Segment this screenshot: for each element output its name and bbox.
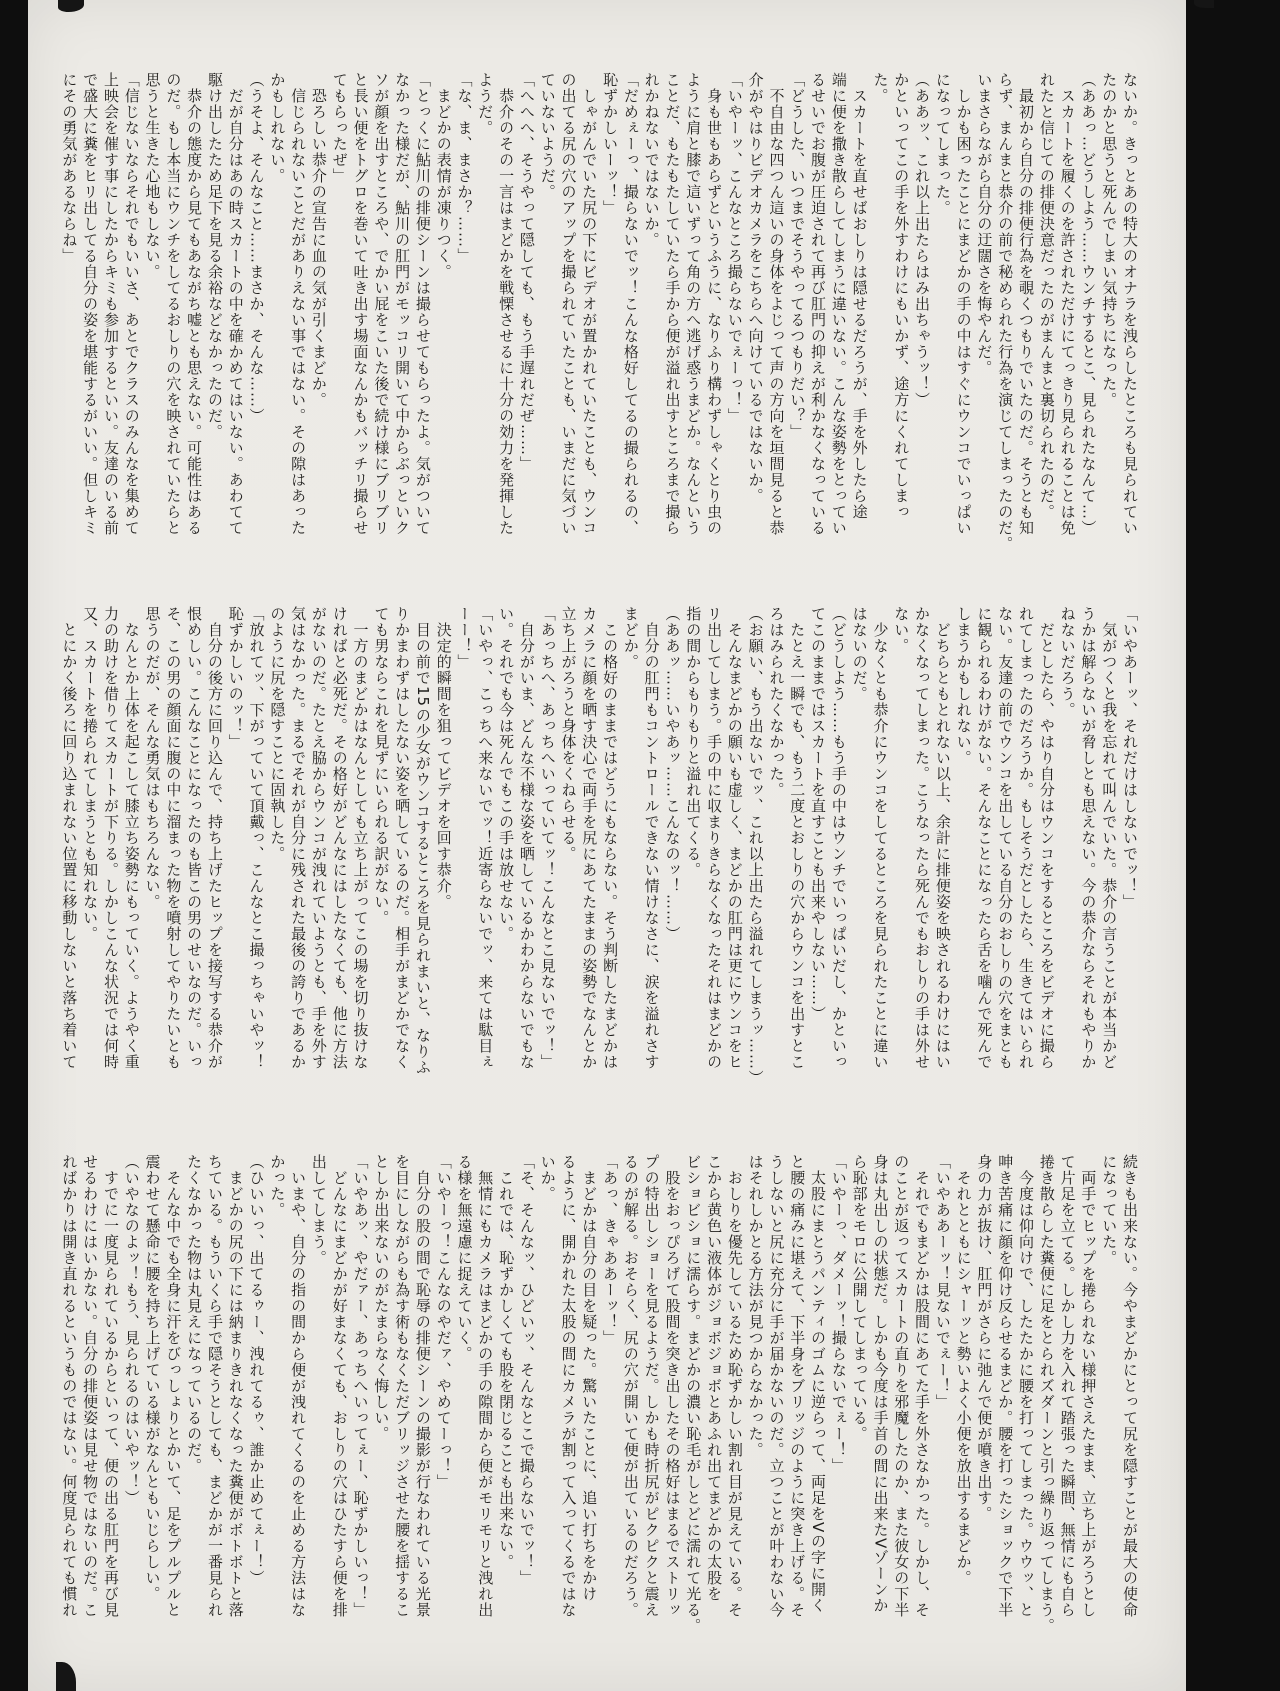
text-column: に観られるわけがない。そんなことになったら舌を噛んで死んで — [975, 606, 994, 1070]
text-column: 恐ろしい恭介の宣告に血の気が引くまどか。 — [309, 72, 328, 408]
text-column: ねないだろう。 — [1058, 606, 1077, 718]
text-column: この格好のままではどうにもならない。そう判断したまどかは — [601, 606, 620, 1070]
text-column: ても男ならこれを見ずにいられる訳がない。 — [372, 606, 391, 926]
text-column: たくなかった物は丸見えになっているのだ。 — [185, 1154, 204, 1474]
text-column: 身は丸出しの状態だ。しかも今度は手首の間に出来たVゾーンか — [871, 1154, 890, 1614]
text-column: 「あっちへ、あっちへいっていてッ！こんなとこ見ないでッ！」 — [538, 606, 557, 1070]
text-column: ら恥部をモロに公開してしまっている。 — [850, 1154, 869, 1442]
text-column: れかねないではないか。 — [642, 72, 661, 248]
text-column: いまさらながら自分の迂闊さを悔やんだ。 — [975, 72, 994, 376]
text-column: とにかく後ろに回り込まれない位置に移動しないと落ち着いて — [60, 606, 79, 1070]
text-column: 「いやっ、こっちへ来ないでッ！近寄らないでッ、来ては駄目ぇ — [476, 606, 495, 1070]
text-block-1 — [59, 72, 1140, 556]
text-column: ことだ、もたもたしていたら手から便が溢れ出すところまで撮ら — [663, 72, 682, 536]
text-column: て片足を立てる。しかし力を入れて踏張った瞬間、無情にも自ら — [1058, 1154, 1077, 1618]
text-column: 思うと生きた心地もしない。 — [143, 72, 162, 280]
text-column: らず、まんまと恭介の前で秘められた行為を演じてしまったのだ。 — [996, 72, 1015, 552]
text-column: で盛大に糞をヒリ出してる自分の姿を堪能するがいい。但しキミ — [81, 72, 100, 536]
text-block-2 — [59, 606, 1140, 1090]
text-column: そんなまどかの願いも虚しく、まどかの肛門は更にウンコをヒ — [725, 606, 744, 1070]
text-column: かなくなってしまった。こうなったら死んでもおしりの手は外せ — [913, 606, 932, 1070]
text-column: てこのままではスカートを直すことも出来やしない……） — [809, 606, 828, 1022]
text-column: 自分の後方に回り込んで、持ち上げたヒップを接写する恭介が — [205, 606, 224, 1070]
text-column: 自分がいま、どんな不様な姿を晒しているかわからないでもな — [517, 606, 536, 1070]
text-column: うかは解らないが脅しとも思えない。今の恭介ならそれもやりか — [1079, 606, 1098, 1070]
text-column: スカートを直せばおしりは隠せるだろうが、手を外したら途 — [850, 72, 869, 520]
text-column: ソが顔を出すところや、でかい屁をこいた後で続け様にブリブリ — [372, 72, 391, 536]
text-column: になってしまった。 — [933, 72, 952, 216]
text-column: 「いやあーッ、それだけはしないでッ！」 — [1121, 606, 1139, 910]
text-column: はそれしかとる方法が見つからなかった。 — [746, 1154, 765, 1458]
text-column: これでは、恥ずかしくても股を閉じることも出来ない。 — [497, 1154, 516, 1570]
text-column: たのかと思うと死んでしまい気持ちになった。 — [1100, 72, 1119, 408]
text-column: そんな中でも全身に汗をびっしょりとかいて、足をプルプルと — [164, 1154, 183, 1618]
text-column: かもしれない。 — [268, 72, 287, 184]
text-column: の出てる尻の穴のアップを撮られていたことも、いまだに気づい — [559, 72, 578, 536]
text-column: いか。 — [538, 1154, 557, 1202]
text-column: プの特出しショーを見るようだ。しかも時折尻がピクピクと震え — [642, 1154, 661, 1618]
text-column: 両手でヒップを捲られない様押さえたまま、立ち上がろうとし — [1079, 1154, 1098, 1618]
scan-edge-right — [1186, 0, 1280, 1691]
text-column: 力の助けを借りてスカートが下りる。しかしこんな状況では何時 — [101, 606, 120, 1070]
text-column: 信じられないことだがありえない事ではない。その隙はあった — [289, 72, 308, 536]
text-column: 最初から自分の排便行為を覗くつもりでいたのだ。そうとも知 — [1017, 72, 1036, 536]
text-column: はないのだ。 — [850, 606, 869, 702]
text-column: しゃがんでいた尻の下にビデオが置かれていたことも、ウンコ — [580, 72, 599, 536]
text-column: るように、開かれた太股の間にカメラが割って入ってくるではな — [559, 1154, 578, 1618]
text-column: （いやなのよッ！もう、見られるのはいやッ！） — [122, 1154, 141, 1506]
text-column: （ああッ……いやあッ……こんなのッ！……） — [663, 606, 682, 942]
text-column: なんとか上体を起こして膝立ち姿勢にもっていく。ようやく重 — [122, 606, 141, 1070]
text-column: どちらともとれない以上、余計に排便姿を映されるわけにはい — [933, 606, 952, 1070]
text-column: まどか。 — [621, 606, 640, 670]
text-column: 自分の肛門もコントロールできない情けなさに、涙を溢れさす — [642, 606, 661, 1070]
scan-edge-left — [0, 0, 28, 1691]
text-column: る様を無遠慮に捉えていく。 — [455, 1154, 474, 1362]
text-column: （うそよ、そんなこと……まさか、そんな……） — [247, 72, 266, 424]
text-column: 「へへへ、そうやって隠しても、もう手遅れだぜ……」 — [517, 72, 536, 472]
text-column: と長い便をトグロを巻いて吐き出す場面なんかもバッチリ撮らせ — [351, 72, 370, 536]
text-column: るのが解る。おそらく、尻の穴が開いて便が出ているのだろう。 — [621, 1154, 640, 1618]
text-column: 目の前で15の少女がウンコするところを見られまいと、なりふ — [413, 606, 432, 1076]
text-column: ろはみられたくなかった。 — [767, 606, 786, 798]
text-column: 又、スカートを捲られてしまうとも知れない。 — [81, 606, 100, 942]
scan-artifact-top-left — [58, 0, 84, 12]
text-column: おしりを優先しているため恥ずかしい割れ目が見えている。そ — [725, 1154, 744, 1618]
text-column: 「いやあッ、やだァー、あっちへいってぇー、恥ずかしいっ！」 — [351, 1154, 370, 1618]
text-column: 出してしまう。 — [309, 1154, 328, 1266]
text-column: ちている。もういくら手で隠そうとしても、まどかが一番見られ — [205, 1154, 224, 1618]
text-column: リ出してしまう。手の中に収まりきらなくなったそれはまどかの — [705, 606, 724, 1070]
text-column: を目にしながらも為す術もなくただブリッジさせた腰を揺するこ — [393, 1154, 412, 1618]
text-column: しかも困ったことにまどかの手の中はすぐにウンコでいっぱい — [954, 72, 973, 536]
text-column: 決定的瞬間を狙ってビデオを回す恭介。 — [434, 606, 453, 910]
text-column: ければと必死だ。その格好がどんなにはしたなくても、他に方法 — [330, 606, 349, 1070]
text-column: 震わせて懸命に腰を持ち上げている様がなんともいじらしい。 — [143, 1154, 162, 1602]
text-column: 少なくとも恭介にウンコをしてるところを見られたことに違い — [871, 606, 890, 1070]
text-column: ように肩と膝で這いずって角の方へ逃げ惑うまどか。なんという — [684, 72, 703, 536]
text-column: スカートを履くのを許されただけにてっきり見られることは免 — [1058, 72, 1077, 536]
text-column: なかった様だが、鮎川の肛門がモッコリ開いて中からぶっといク — [393, 72, 412, 536]
text-column: のように尻を隠すことに固執した。 — [268, 606, 287, 862]
text-column: まどかは自分の目を疑った。驚いたことに、追い打ちをかけ — [580, 1154, 599, 1602]
text-column: そ、この男の顔面に腹の中に溜まった物を噴射してやりたいとも — [164, 606, 183, 1070]
text-column: 「いやーッ、こんなところ撮らないでぇーっ！」 — [725, 72, 744, 424]
text-column: 股をおっぴろげて股間を突き出したその格好はまるでストリッ — [663, 1154, 682, 1618]
text-column: 恥ずかしいーッ！」 — [601, 72, 620, 216]
text-column: ないか。きっとあの特大のオナラを洩らしたところも見られてい — [1121, 72, 1139, 536]
text-column: れてしまったのだろうか。もしそうだとしたら、生きてはいられ — [1017, 606, 1036, 1070]
text-column: がないのだ。たとえ脇からウンコが洩れていようとも、手を外す — [309, 606, 328, 1070]
text-column: 気はなかった。まるでそれが自分に残された最後の誇りであるか — [289, 606, 308, 1070]
text-column: 呻き苦痛に顔を仰け反らせるまどか。腰を打ったショックで下半 — [996, 1154, 1015, 1618]
text-column: いまや、自分の指の間から便が洩れてくるのを止める方法はな — [289, 1154, 308, 1618]
text-column: りかまわずはしたない姿を晒しているのだ。相手がまどかでなく — [393, 606, 412, 1070]
text-column: （ああっ…どうしよう……ウンチするとこ、見られたなんて…） — [1079, 72, 1098, 536]
scan-artifact-bottom-left — [56, 1662, 76, 1691]
text-column: れたと信じての排便決意だったのがまんまと裏切られたのだ。 — [1037, 72, 1056, 520]
text-column: 「いやーっ！こんなのやだァ、やめてーっ！」 — [434, 1154, 453, 1490]
text-column: 「だめぇーっ、撮らないでッ！こんな格好してるの撮られるの、 — [621, 72, 640, 536]
text-column: 端に便を撒き散らしてしまうに違いない。こんな姿勢をとってい — [829, 72, 848, 536]
text-column: 「いやーっ、ダメーッ！撮らないでぇー！」 — [829, 1154, 848, 1474]
text-column: 介がやはりビデオカメラをこちらへ向けているではないか。 — [746, 72, 765, 504]
text-column: てもらったぜ」 — [330, 72, 349, 184]
text-column: 一方のまどかはなんとしても立ち上がってこの場を切り抜けな — [351, 606, 370, 1070]
text-column: にその勇気があるならね」 — [60, 72, 79, 264]
text-column: 続きも出来ない。今やまどかにとって尻を隠すことが最大の使命 — [1121, 1154, 1139, 1618]
text-column: 「どうした、いつまでそうやってるつもりだい？」 — [788, 72, 807, 440]
text-column: （ひいいっ、出てるゥー、洩れてるゥ、誰か止めてぇー！） — [247, 1154, 266, 1586]
text-column: 上映会を催す事にしたからキミも参加するといい。友達のいる前 — [101, 72, 120, 536]
text-column: 「そ、そんなッ、ひどいッ、そんなとこで撮らないでッ！」 — [517, 1154, 536, 1586]
text-column: 自分の股の間で恥辱の排便シーンの撮影が行なわれている光景 — [413, 1154, 432, 1618]
text-column: しまうかもしれない。 — [954, 606, 973, 766]
text-column: うしないと尻に充分に手が届かないのだ。立つことが叶わない今 — [767, 1154, 786, 1618]
text-column: カメラに顔を晒す決心で両手を尻にあてたままの姿勢でなんとか — [580, 606, 599, 1070]
text-column: ビショビショに濡らす。まどかの濃い恥毛がしとどに濡れて光る。 — [684, 1154, 703, 1634]
text-column: た。 — [871, 72, 890, 104]
text-column: ようだ。 — [476, 72, 495, 136]
text-column: だとしたら、やはり自分はウンコをするところをビデオに撮ら — [1037, 606, 1056, 1070]
text-column: 「放れてッ、下がっていて頂戴っ、こんなとこ撮っちゃいやッ！ — [247, 606, 266, 1070]
text-column: すでに一度見られているからといって、便の出る肛門を再び見 — [101, 1154, 120, 1618]
text-column: になっていた。 — [1100, 1154, 1119, 1266]
text-column: 「あっ、きゃああーッ！」 — [601, 1154, 620, 1346]
text-column: 「信じないならそれでもいいさ、あとでクラスのみんなを集めて — [122, 72, 141, 536]
text-column: 身も世もあらずというふうに、なりふり構わずしゃくとり虫の — [705, 72, 724, 536]
text-column: どんなにまどかが好まなくても、おしりの穴はひたすら便を排 — [330, 1154, 349, 1618]
text-column: 指の間からもりもりと溢れ出てくる。 — [684, 606, 703, 878]
text-column: だが自分はあの時スカートの中を確かめてはいない。あわてて — [226, 72, 245, 536]
text-column: としか出来ないのがたまらなく悔しい。 — [372, 1154, 391, 1442]
text-column: のことが返ってスカートの直りを邪魔したのか、また彼女の下半 — [892, 1154, 911, 1618]
text-column: 捲き散らした糞便に足をとられズダーンと引っ繰り返ってしまう。 — [1037, 1154, 1056, 1634]
text-column: 無情にもカメラはまどかの手の隙間から便がモリモリと洩れ出 — [476, 1154, 495, 1618]
text-column: るせいでお腹が圧迫されて再び肛門の抑えが利かなくなっている — [809, 72, 828, 536]
text-column: せるわけにはいかない。自分の排便姿は見せ物ではないのだ。こ — [81, 1154, 100, 1618]
text-column: ない。友達の前でウンコを出している自分のおしりの穴をまとも — [996, 606, 1015, 1070]
text-column: 「いやああーッ！見ないでぇー！」 — [933, 1154, 952, 1410]
text-column: まどかの尻の下には納まりきれなくなった糞便がボトボトと落 — [226, 1154, 245, 1618]
text-column: 立ち上がろうと身体をくねらせる。 — [559, 606, 578, 862]
text-column: 恭介のその一言はまどかを戦慄させるに十分の効力を発揮した — [497, 72, 516, 536]
text-column: （どうしよう……もう手の中はウンチでいっぱいだし、かといっ — [829, 606, 848, 1070]
text-column: 思うのだが、そんな勇気はもちろんない。 — [143, 606, 162, 910]
text-column: のだ。もし本当にウンチをしてるおしりの穴を映されていたらと — [164, 72, 183, 536]
text-column: 恥ずかしいのッ！」 — [226, 606, 245, 750]
text-column: かった。 — [268, 1154, 287, 1218]
text-column: い。それでも今は死んでもこの手は放せない。 — [497, 606, 516, 942]
text-column: 不自由な四つん這いの身体をよじって声の方向を垣間見ると恭 — [767, 72, 786, 536]
text-column: と腰の痛みに堪えて、下半身をブリッジのように突き上げる。そ — [788, 1154, 807, 1618]
text-column: （ああッ、これ以上出たらはみ出ちゃうッ！） — [913, 72, 932, 408]
text-column: 「とっくに鮎川の排便シーンは撮らせてもらったよ。気がついて — [413, 72, 432, 536]
text-column: 恨めしい。こんなことになったのも皆この男のせいなのだ。いっ — [185, 606, 204, 1070]
text-column: （お願い、もう出ないでッ、これ以上出たら溢れてしまうッ……） — [746, 606, 765, 1086]
text-column: それとともにシャーッと勢いよく小便を放出するまどか。 — [954, 1154, 973, 1586]
text-column: それでもまどかは股間にあてた手を外さなかった。しかし、そ — [913, 1154, 932, 1618]
text-column: ーー！」 — [455, 606, 474, 670]
text-column: 恭介の態度から見てもあながち嘘とも思えない。可能性はある — [185, 72, 204, 536]
text-column: まどかの表情が凍りつく。 — [434, 72, 453, 280]
text-column: 「な、ま、まさか？……」 — [455, 72, 474, 264]
text-column: 今度は仰向けで、したたかに腰を打ってしまった。ウウッ、と — [1017, 1154, 1036, 1618]
text-column: こから黄色い液体がジョボジョボとあふれ出てまどかの太股を — [705, 1154, 724, 1602]
text-column: 気がつくと我を忘れて叫んでいた。恭介の言うことが本当かど — [1100, 606, 1119, 1070]
text-column: かといってこの手を外すわけにもいかず、途方にくれてしまっ — [892, 72, 911, 520]
text-column: 駆け出したため足下を見る余裕などなかったのだ。 — [205, 72, 224, 440]
text-column: 身の力が抜け、肛門がさらに弛んで便が噴き出す。 — [975, 1154, 994, 1522]
text-block-3 — [59, 1154, 1140, 1638]
text-column: 太股にまとうパンティのゴムに逆らって、両足をVの字に開く — [809, 1154, 828, 1614]
text-column: ない。 — [892, 606, 911, 654]
text-column: たとえ一瞬でも、もう二度とおしりの穴からウンコを出すとこ — [788, 606, 807, 1070]
text-column: ればかりは開き直れるというものではない。何度見られても慣れ — [60, 1154, 79, 1618]
text-column: ていないようだ。 — [538, 72, 557, 200]
